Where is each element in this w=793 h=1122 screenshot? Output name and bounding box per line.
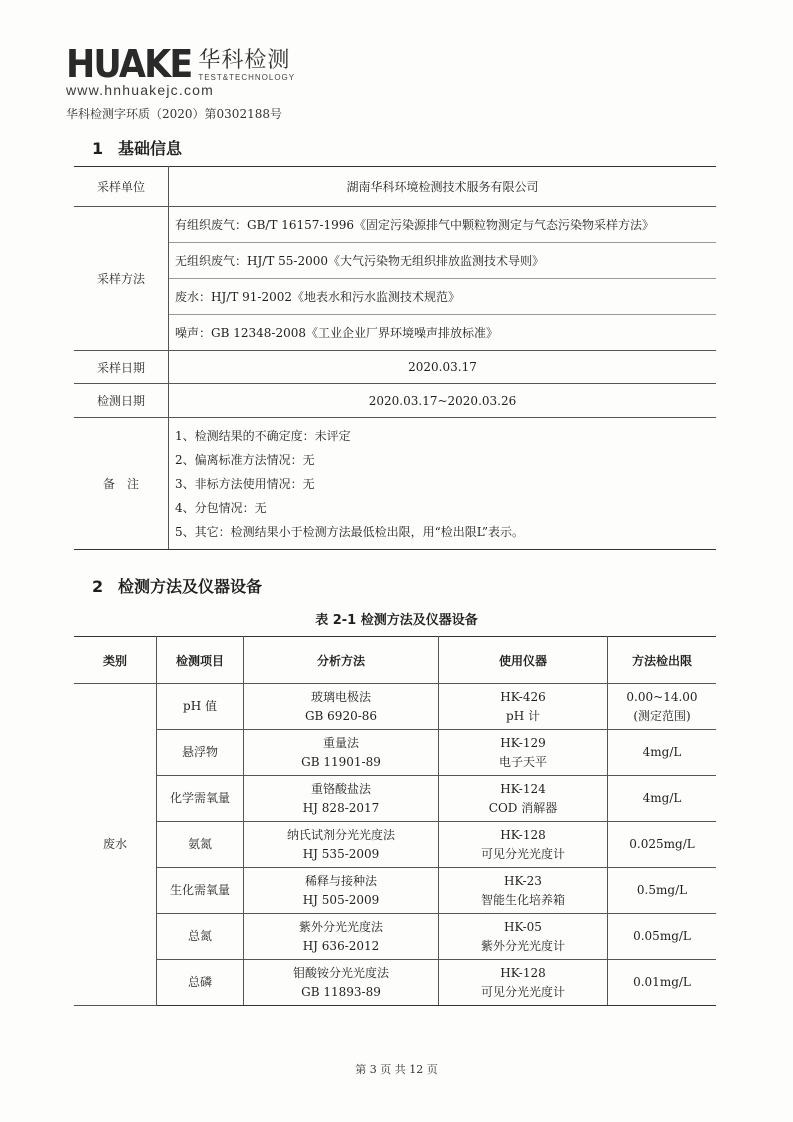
section-2-title: 检测方法及仪器设备 bbox=[118, 577, 263, 596]
sampling-date-label: 采样日期 bbox=[74, 351, 169, 384]
instrument-cell: HK-426 pH 计 bbox=[439, 684, 608, 730]
sampling-method-2: 无组织废气：HJ/T 55-2000《大气污染物无组织排放监测技术导则》 bbox=[169, 243, 717, 279]
item-cell: 化学需氧量 bbox=[157, 776, 244, 822]
test-date-value: 2020.03.17~2020.03.26 bbox=[169, 384, 717, 418]
page-number: 第 3 页 共 12 页 bbox=[355, 1063, 438, 1076]
col-header-limit: 方法检出限 bbox=[608, 637, 717, 684]
methods-equipment-table bbox=[74, 636, 716, 1006]
table-row bbox=[74, 960, 716, 1006]
section-1-title: 基础信息 bbox=[118, 139, 183, 158]
item-cell: 氨氮 bbox=[157, 822, 244, 868]
sampling-date-value: 2020.03.17 bbox=[169, 351, 717, 384]
item-cell: 总磷 bbox=[157, 960, 244, 1006]
limit-cell: 0.00~14.00 (测定范围) bbox=[608, 684, 717, 730]
col-header-item: 检测项目 bbox=[157, 637, 244, 684]
limit-cell: 0.5mg/L bbox=[608, 868, 717, 914]
section-2-heading bbox=[92, 574, 262, 597]
test-date-label: 检测日期 bbox=[74, 384, 169, 418]
section-1-number: 1 bbox=[92, 139, 104, 158]
logo-subtitle: TEST&TECHNOLOGY bbox=[198, 73, 296, 82]
logo-mark: HUAKE bbox=[66, 42, 192, 86]
method-cell: 纳氏试剂分光光度法 HJ 535-2009 bbox=[244, 822, 439, 868]
table-row bbox=[74, 868, 716, 914]
instrument-cell: HK-128 可见分光光度计 bbox=[439, 822, 608, 868]
remark-item: 2、偏离标准方法情况：无 bbox=[175, 452, 315, 467]
remarks-list bbox=[169, 418, 717, 550]
sampling-method-label: 采样方法 bbox=[74, 207, 169, 351]
table-row bbox=[74, 776, 716, 822]
item-cell: pH 值 bbox=[157, 684, 244, 730]
instrument-cell: HK-23 智能生化培养箱 bbox=[439, 868, 608, 914]
table-row bbox=[74, 822, 716, 868]
limit-cell: 0.01mg/L bbox=[608, 960, 717, 1006]
sampling-method-4: 噪声：GB 12348-2008《工业企业厂界环境噪声排放标准》 bbox=[169, 315, 717, 351]
remark-item: 1、检测结果的不确定度：未评定 bbox=[175, 428, 351, 443]
method-cell: 玻璃电极法 GB 6920-86 bbox=[244, 684, 439, 730]
col-header-method: 分析方法 bbox=[244, 637, 439, 684]
table-caption: 表 2-1 检测方法及仪器设备 bbox=[315, 613, 478, 628]
remark-item: 3、非标方法使用情况：无 bbox=[175, 476, 315, 491]
item-cell: 总氮 bbox=[157, 914, 244, 960]
limit-cell: 0.05mg/L bbox=[608, 914, 717, 960]
sampling-unit-label: 采样单位 bbox=[74, 167, 169, 207]
limit-cell: 4mg/L bbox=[608, 730, 717, 776]
info-row-test-date bbox=[74, 384, 716, 418]
info-row-unit bbox=[74, 167, 716, 207]
company-website: www.hnhuakejc.com bbox=[66, 82, 215, 98]
method-cell: 紫外分光光度法 HJ 636-2012 bbox=[244, 914, 439, 960]
item-cell: 生化需氧量 bbox=[157, 868, 244, 914]
table-row bbox=[74, 914, 716, 960]
method-cell: 钼酸铵分光光度法 GB 11893-89 bbox=[244, 960, 439, 1006]
table-row bbox=[74, 730, 716, 776]
info-row-remarks bbox=[74, 418, 716, 550]
remark-item: 4、分包情况：无 bbox=[175, 500, 267, 515]
instrument-cell: HK-128 可见分光光度计 bbox=[439, 960, 608, 1006]
section-1-heading bbox=[92, 136, 182, 159]
sampling-method-3: 废水：HJ/T 91-2002《地表水和污水监测技术规范》 bbox=[169, 279, 717, 315]
col-header-category: 类别 bbox=[74, 637, 157, 684]
report-number: 华科检测字环质（2020）第0302188号 bbox=[66, 107, 282, 121]
limit-cell: 4mg/L bbox=[608, 776, 717, 822]
remark-item: 5、其它：检测结果小于检测方法最低检出限，用“检出限L”表示。 bbox=[175, 524, 524, 539]
table-header-row bbox=[74, 637, 716, 684]
logo-chinese-name: 华科检测 bbox=[198, 48, 291, 73]
instrument-cell: HK-129 电子天平 bbox=[439, 730, 608, 776]
info-row-method bbox=[74, 207, 716, 243]
sampling-method-1: 有组织废气：GB/T 16157-1996《固定污染源排气中颗粒物测定与气态污染物采样方法》 bbox=[169, 207, 717, 243]
instrument-cell: HK-124 COD 消解器 bbox=[439, 776, 608, 822]
col-header-instrument: 使用仪器 bbox=[439, 637, 608, 684]
company-logo bbox=[66, 42, 296, 86]
item-cell: 悬浮物 bbox=[157, 730, 244, 776]
instrument-cell: HK-05 紫外分光光度计 bbox=[439, 914, 608, 960]
limit-cell: 0.025mg/L bbox=[608, 822, 717, 868]
category-cell: 废水 bbox=[74, 684, 157, 1006]
table-row bbox=[74, 684, 716, 730]
method-cell: 稀释与接种法 HJ 505-2009 bbox=[244, 868, 439, 914]
section-2-number: 2 bbox=[92, 577, 104, 596]
info-row-sample-date bbox=[74, 351, 716, 384]
remarks-label: 备 注 bbox=[74, 418, 169, 550]
sampling-unit-value: 湖南华科环境检测技术服务有限公司 bbox=[169, 167, 717, 207]
basic-info-table bbox=[74, 166, 716, 550]
method-cell: 重铬酸盐法 HJ 828-2017 bbox=[244, 776, 439, 822]
method-cell: 重量法 GB 11901-89 bbox=[244, 730, 439, 776]
